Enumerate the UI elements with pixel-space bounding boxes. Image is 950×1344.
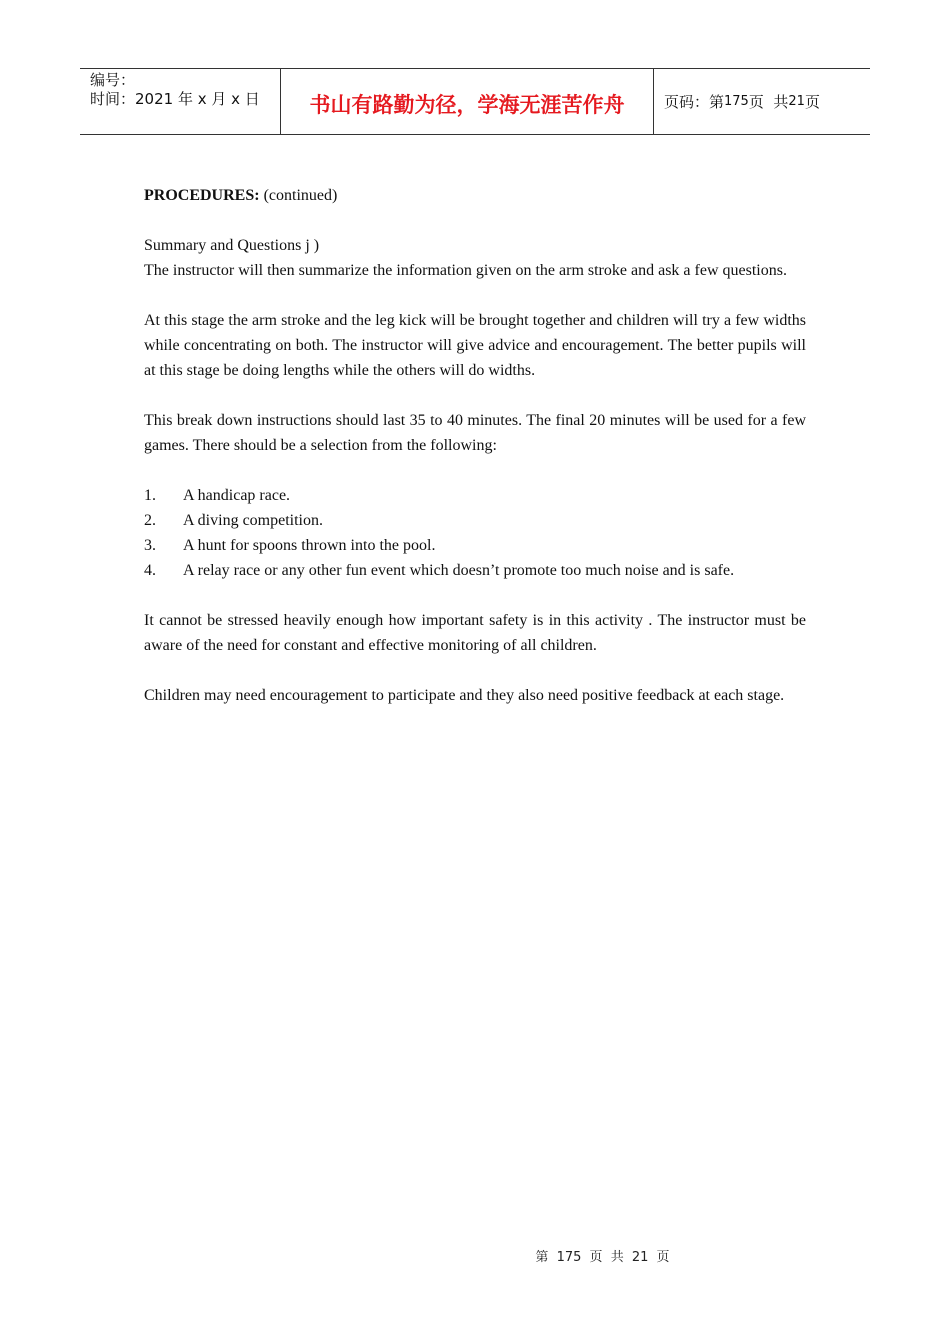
games-list (144, 483, 806, 583)
paragraph-4: Children may need encouragement to participate and they also need positive feedback at each stage. (144, 687, 785, 704)
paragraph-2: This break down instructions should last 35 to 40 minutes. The final 20 minutes will be used for a few games. There should be a selection from the following: (144, 412, 806, 454)
header-page-info (654, 69, 870, 134)
list-item (144, 533, 806, 558)
footer-total-pages: 21 (631, 1250, 649, 1265)
page-mid: 页 共 (748, 93, 789, 111)
procedures-heading-bold: PROCEDURES: (144, 187, 260, 204)
procedures-heading (144, 183, 806, 208)
total-pages: 21 (788, 94, 805, 109)
footer-prefix: 第 (535, 1250, 549, 1265)
page-prefix: 页码：第 (664, 93, 725, 111)
page-number: 175 (724, 94, 749, 109)
header-motto: 书山有路勤为径，学海无涯苦作舟 (281, 69, 654, 134)
summary-title: Summary and Questions j ) (144, 237, 320, 254)
list-item (144, 508, 806, 533)
list-text: A handicap race. (183, 487, 291, 504)
list-number: 3. (144, 537, 156, 554)
footer-page-label: 页 (589, 1250, 603, 1265)
procedures-heading-rest: (continued) (259, 187, 338, 204)
list-number: 2. (144, 512, 156, 529)
footer-total-label: 共 (610, 1250, 624, 1265)
time-label: 时间：2021 年 x 月 x 日 (90, 90, 260, 108)
page-header (80, 68, 870, 135)
document-body (144, 183, 806, 708)
paragraph-1: At this stage the arm stroke and the leg kick will be brought together and children will try a few widths while concentrating on both. The instructor will give advice and encouragement. The better pupils will at this stage be doing lengths while the others will do widths. (144, 312, 806, 379)
list-item (144, 558, 806, 583)
code-label: 编号： (90, 71, 136, 89)
list-text: A relay race or any other fun event which doesn’t promote too much noise and is safe. (183, 562, 735, 579)
list-number: 4. (144, 562, 156, 579)
page-footer (0, 1246, 950, 1265)
footer-page-number: 175 (556, 1250, 582, 1265)
summary-text: The instructor will then summarize the information given on the arm stroke and ask a few questions. (144, 262, 787, 279)
footer-suffix: 页 (656, 1250, 670, 1265)
list-item (144, 483, 806, 508)
paragraph-3: It cannot be stressed heavily enough how important safety is in this activity . The instructor must be aware of the need for constant and effective monitoring of all children. (144, 612, 806, 654)
list-number: 1. (144, 487, 156, 504)
list-text: A diving competition. (183, 512, 323, 529)
page-suffix: 页 (804, 93, 820, 111)
header-meta (80, 69, 281, 134)
list-text: A hunt for spoons thrown into the pool. (183, 537, 436, 554)
